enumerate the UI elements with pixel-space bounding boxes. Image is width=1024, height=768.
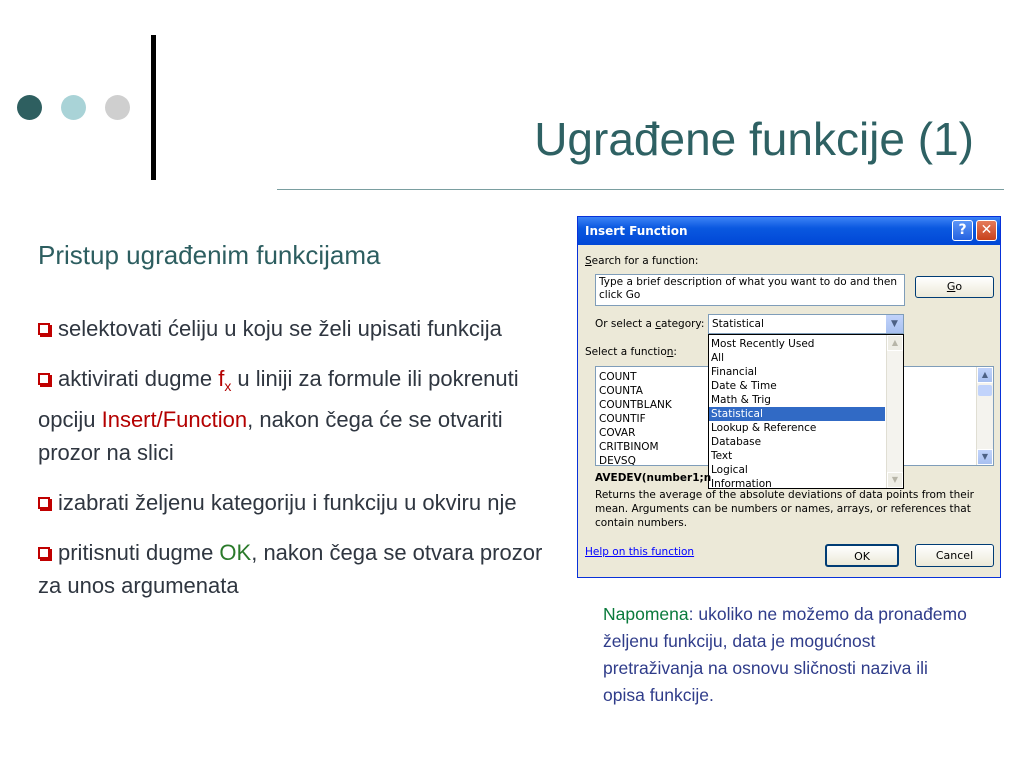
go-button[interactable]: Go [915,276,994,298]
close-icon[interactable]: ✕ [976,220,997,241]
function-option[interactable]: COVAR [599,427,636,439]
note-body: : ukoliko ne možemo da pronađemo željenu funkciju, data je mogućnost pretraživanja na osnovu sličnosti naziva ili opisa funkcije. [603,604,967,705]
function-option[interactable]: COUNTIF [599,413,646,425]
decor-dot-light [61,95,86,120]
function-signature: AVEDEV(number1;n [595,472,712,484]
scroll-down-icon[interactable]: ▼ [977,449,993,465]
decor-vertical-line [151,35,156,180]
checkbox-bullet-icon [38,547,50,559]
function-label: Select a function: [585,346,677,358]
function-option[interactable]: DEVSQ [599,455,636,466]
bullet-item [38,536,548,602]
category-option[interactable]: Math & Trig [711,394,771,406]
title-underline [277,189,1004,190]
category-option[interactable]: Lookup & Reference [711,422,817,434]
scroll-thumb[interactable] [978,385,992,396]
scroll-up-icon[interactable]: ▲ [977,367,993,383]
bullet-item [38,312,548,345]
slide-title: Ugrađene funkcije (1) [534,113,974,165]
bullet-item [38,486,548,519]
checkbox-bullet-icon [38,497,50,509]
menu-path: Insert/Function [101,407,248,432]
dialog-title: Insert Function [585,224,688,238]
fx-symbol: $f_x$ [218,366,232,394]
bullet-list [38,312,548,619]
decor-dot-dark [17,95,42,120]
intro-heading: Pristup ugrađenim funkcijama [38,240,381,270]
category-option[interactable]: Logical [711,464,748,476]
help-link[interactable]: Help on this function [585,546,695,558]
category-option[interactable]: Text [711,450,733,462]
function-description: Returns the average of the absolute deviations of data points from their mean. Arguments can be numbers or names, arrays, or references that contain numbers. [595,489,974,529]
search-input[interactable]: Type a brief description of what you want to do and then click Go [595,274,905,306]
bullet-text: u liniji za formule ili pokrenuti opciju [38,366,519,432]
category-option[interactable]: Financial [711,366,757,378]
bullet-text: pritisnuti dugme [58,540,220,565]
category-option[interactable]: Database [711,436,762,448]
checkbox-bullet-icon [38,323,50,335]
search-label: Search for a function: [585,255,699,267]
function-option[interactable]: COUNTA [599,385,643,397]
category-option[interactable]: Date & Time [711,380,777,392]
bullet-text: selektovati ćeliju u koju se želi upisati funkcija [58,316,502,341]
function-list-scrollbar[interactable] [976,367,993,465]
function-option[interactable]: COUNTBLANK [599,399,672,411]
dialog-titlebar[interactable] [578,217,1000,245]
help-icon[interactable]: ? [952,220,973,241]
category-selected-value: Statistical [712,318,764,330]
category-select[interactable] [708,314,904,334]
scroll-up-icon[interactable]: ▲ [887,335,903,351]
note-text [603,601,973,709]
category-label: Or select a category: [595,318,705,330]
bullet-text: aktivirati dugme [58,366,219,391]
category-option[interactable]: Information [711,478,772,489]
insert-function-dialog [577,216,1001,578]
ok-button[interactable]: OK [825,544,899,567]
cancel-button[interactable]: Cancel [915,544,994,567]
decor-dot-gray [105,95,130,120]
category-option[interactable]: Statistical [709,407,885,421]
note-label: Napomena [603,604,689,624]
function-option[interactable]: CRITBINOM [599,441,659,453]
bullet-text: izabrati željenu kategoriju i funkciju u okviru nje [58,490,517,515]
ok-keyword: OK [219,540,252,565]
checkbox-bullet-icon [38,373,50,385]
category-option[interactable]: All [711,352,725,364]
function-option[interactable]: COUNT [599,371,637,383]
scroll-down-icon[interactable]: ▼ [887,472,903,488]
category-dropdown[interactable] [708,334,904,489]
bullet-text: , nakon čega se otvara prozor za unos argumenata [38,540,543,598]
bullet-text: , nakon čega će se otvariti prozor na slici [38,407,503,465]
category-options [709,337,885,489]
bullet-item [38,362,548,469]
category-dropdown-scrollbar[interactable] [886,335,903,488]
category-option[interactable]: Most Recently Used [711,338,815,350]
chevron-down-icon[interactable]: ▼ [886,315,903,333]
